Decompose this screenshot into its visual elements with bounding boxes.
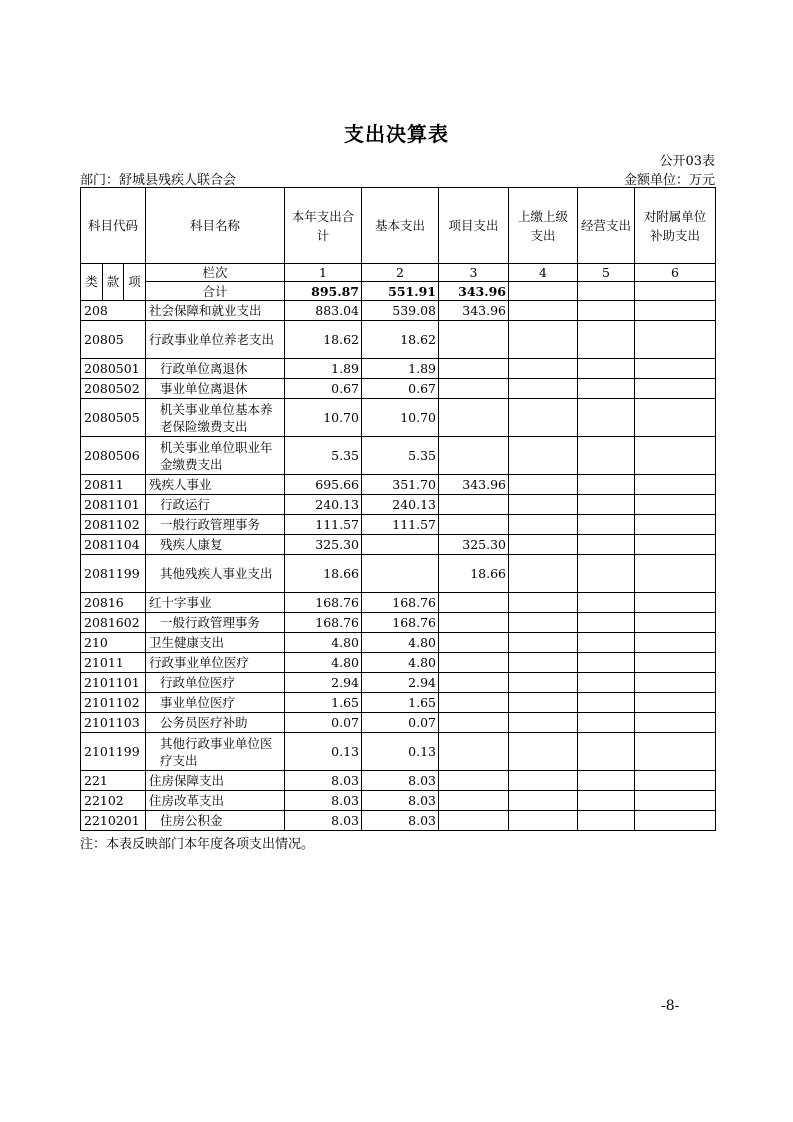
- row-subsidy: [635, 733, 716, 771]
- row-subsidy: [635, 791, 716, 811]
- row-upper: [509, 613, 578, 633]
- table-row: [81, 555, 716, 593]
- row-name: 事业单位医疗: [146, 693, 285, 713]
- row-code: 2101101: [81, 673, 146, 693]
- row-upper: [509, 515, 578, 535]
- row-code: 2081101: [81, 495, 146, 515]
- row-subsidy: [635, 713, 716, 733]
- row-upper: [509, 791, 578, 811]
- row-basic: 539.08: [362, 301, 439, 321]
- row-code: 20816: [81, 593, 146, 613]
- row-name: 行政事业单位医疗: [146, 653, 285, 673]
- row-basic: 10.70: [362, 399, 439, 437]
- table-row: [81, 693, 716, 713]
- table-row: [81, 633, 716, 653]
- row-subsidy: [635, 555, 716, 593]
- row-business: [578, 535, 635, 555]
- row-basic: 111.57: [362, 515, 439, 535]
- row-total: 18.66: [285, 555, 362, 593]
- row-code: 208: [81, 301, 146, 321]
- row-business: [578, 301, 635, 321]
- row-subsidy: [635, 379, 716, 399]
- row-basic: 4.80: [362, 633, 439, 653]
- row-basic: 168.76: [362, 613, 439, 633]
- row-code: 2210201: [81, 811, 146, 831]
- column-number-2: 2: [362, 264, 439, 282]
- row-project: [439, 791, 509, 811]
- row-basic: [362, 555, 439, 593]
- row-project: [439, 437, 509, 475]
- table-row: [81, 515, 716, 535]
- row-name: 住房保障支出: [146, 771, 285, 791]
- sum-upper: [509, 282, 578, 301]
- row-code: 22102: [81, 791, 146, 811]
- row-business: [578, 613, 635, 633]
- row-code: 21011: [81, 653, 146, 673]
- row-subsidy: [635, 437, 716, 475]
- row-business: [578, 475, 635, 495]
- row-upper: [509, 359, 578, 379]
- row-upper: [509, 475, 578, 495]
- row-upper: [509, 633, 578, 653]
- table-row: [81, 359, 716, 379]
- row-project: [439, 771, 509, 791]
- row-name: 住房改革支出: [146, 791, 285, 811]
- row-project: [439, 811, 509, 831]
- row-subsidy: [635, 653, 716, 673]
- row-code: 2080501: [81, 359, 146, 379]
- row-subsidy: [635, 515, 716, 535]
- row-business: [578, 379, 635, 399]
- unit-label: 金额单位：万元: [623, 173, 715, 188]
- row-basic: 8.03: [362, 791, 439, 811]
- row-upper: [509, 437, 578, 475]
- table-row: [81, 379, 716, 399]
- row-subsidy: [635, 321, 716, 359]
- row-basic: 8.03: [362, 811, 439, 831]
- page-title: 支出决算表: [344, 122, 449, 146]
- row-basic: 0.67: [362, 379, 439, 399]
- header-business: 经营支出: [578, 188, 635, 264]
- row-project: 343.96: [439, 475, 509, 495]
- row-subsidy: [635, 673, 716, 693]
- row-name: 行政事业单位养老支出: [146, 321, 285, 359]
- row-project: [439, 399, 509, 437]
- row-total: 240.13: [285, 495, 362, 515]
- row-code: 20811: [81, 475, 146, 495]
- row-upper: [509, 693, 578, 713]
- sum-business: [578, 282, 635, 301]
- footnote: 注：本表反映部门本年度各项支出情况。: [80, 837, 315, 852]
- sum-basic: 551.91: [362, 282, 439, 301]
- row-subsidy: [635, 359, 716, 379]
- page-number: -8-: [661, 998, 680, 1014]
- row-total: 0.67: [285, 379, 362, 399]
- header-upper: 上缴上级支出: [509, 188, 578, 264]
- row-project: [439, 633, 509, 653]
- header-lei: 类: [81, 264, 103, 301]
- row-total: 0.13: [285, 733, 362, 771]
- row-name: 行政单位离退休: [146, 359, 285, 379]
- row-basic: 18.62: [362, 321, 439, 359]
- sum-subsidy: [635, 282, 716, 301]
- row-upper: [509, 379, 578, 399]
- expenditure-table: [80, 187, 716, 831]
- table-row: [81, 399, 716, 437]
- table-row: [81, 653, 716, 673]
- row-subsidy: [635, 693, 716, 713]
- row-name: 事业单位离退休: [146, 379, 285, 399]
- row-name: 其他残疾人事业支出: [146, 555, 285, 593]
- row-name: 机关事业单位职业年金缴费支出: [146, 437, 285, 475]
- row-upper: [509, 399, 578, 437]
- table-row: [81, 733, 716, 771]
- column-number-5: 5: [578, 264, 635, 282]
- row-basic: 4.80: [362, 653, 439, 673]
- table-row: [81, 495, 716, 515]
- row-basic: 8.03: [362, 771, 439, 791]
- row-business: [578, 359, 635, 379]
- table-code: 公开03表: [659, 154, 715, 169]
- row-basic: 1.65: [362, 693, 439, 713]
- row-name: 残疾人事业: [146, 475, 285, 495]
- row-basic: 0.13: [362, 733, 439, 771]
- header-total: 本年支出合计: [285, 188, 362, 264]
- row-upper: [509, 593, 578, 613]
- row-subsidy: [635, 475, 716, 495]
- row-code: 221: [81, 771, 146, 791]
- table-row: [81, 673, 716, 693]
- row-project: [439, 359, 509, 379]
- table-row: [81, 771, 716, 791]
- row-business: [578, 437, 635, 475]
- header-name: 科目名称: [146, 188, 285, 264]
- row-project: [439, 713, 509, 733]
- row-business: [578, 633, 635, 653]
- row-name: 红十字事业: [146, 593, 285, 613]
- row-business: [578, 791, 635, 811]
- row-project: [439, 653, 509, 673]
- row-subsidy: [635, 535, 716, 555]
- row-code: 2081199: [81, 555, 146, 593]
- row-basic: 1.89: [362, 359, 439, 379]
- row-subsidy: [635, 301, 716, 321]
- header-xiang: 项: [124, 264, 146, 301]
- row-basic: 5.35: [362, 437, 439, 475]
- row-business: [578, 593, 635, 613]
- row-project: [439, 379, 509, 399]
- row-total: 2.94: [285, 673, 362, 693]
- row-code: 2080502: [81, 379, 146, 399]
- row-name: 其他行政事业单位医疗支出: [146, 733, 285, 771]
- row-business: [578, 495, 635, 515]
- row-code: 2081602: [81, 613, 146, 633]
- table-row: [81, 811, 716, 831]
- row-total: 695.66: [285, 475, 362, 495]
- row-total: 10.70: [285, 399, 362, 437]
- row-name: 行政运行: [146, 495, 285, 515]
- sum-label: 合计: [146, 282, 285, 301]
- row-subsidy: [635, 771, 716, 791]
- table-row: [81, 713, 716, 733]
- row-business: [578, 399, 635, 437]
- row-business: [578, 693, 635, 713]
- row-code: 20805: [81, 321, 146, 359]
- row-total: 8.03: [285, 811, 362, 831]
- row-code: 2080505: [81, 399, 146, 437]
- row-project: [439, 673, 509, 693]
- column-number-4: 4: [509, 264, 578, 282]
- row-subsidy: [635, 495, 716, 515]
- row-subsidy: [635, 811, 716, 831]
- row-total: 8.03: [285, 771, 362, 791]
- column-number-1: 1: [285, 264, 362, 282]
- row-business: [578, 733, 635, 771]
- row-upper: [509, 673, 578, 693]
- table-row: [81, 535, 716, 555]
- row-basic: 0.07: [362, 713, 439, 733]
- row-code: 2101103: [81, 713, 146, 733]
- sum-project: 343.96: [439, 282, 509, 301]
- row-upper: [509, 555, 578, 593]
- header-subsidy: 对附属单位补助支出: [635, 188, 716, 264]
- row-business: [578, 673, 635, 693]
- row-basic: 351.70: [362, 475, 439, 495]
- header-project: 项目支出: [439, 188, 509, 264]
- row-total: 4.80: [285, 633, 362, 653]
- row-basic: 2.94: [362, 673, 439, 693]
- row-total: 0.07: [285, 713, 362, 733]
- row-name: 一般行政管理事务: [146, 515, 285, 535]
- row-total: 1.65: [285, 693, 362, 713]
- row-name: 行政单位医疗: [146, 673, 285, 693]
- row-code: 2101199: [81, 733, 146, 771]
- column-number-label: 栏次: [146, 264, 285, 282]
- row-project: [439, 593, 509, 613]
- table-row: [81, 321, 716, 359]
- header-basic: 基本支出: [362, 188, 439, 264]
- column-number-6: 6: [635, 264, 716, 282]
- row-name: 卫生健康支出: [146, 633, 285, 653]
- row-code: 2101102: [81, 693, 146, 713]
- row-name: 机关事业单位基本养老保险缴费支出: [146, 399, 285, 437]
- row-business: [578, 555, 635, 593]
- row-upper: [509, 321, 578, 359]
- table-row: [81, 437, 716, 475]
- row-business: [578, 515, 635, 535]
- row-subsidy: [635, 399, 716, 437]
- row-total: 18.62: [285, 321, 362, 359]
- row-upper: [509, 653, 578, 673]
- row-business: [578, 811, 635, 831]
- row-total: 883.04: [285, 301, 362, 321]
- row-code: 2081104: [81, 535, 146, 555]
- row-upper: [509, 733, 578, 771]
- row-basic: 168.76: [362, 593, 439, 613]
- row-upper: [509, 301, 578, 321]
- row-total: 168.76: [285, 613, 362, 633]
- row-project: [439, 495, 509, 515]
- row-project: 343.96: [439, 301, 509, 321]
- header-code: 科目代码: [81, 188, 146, 264]
- row-name: 一般行政管理事务: [146, 613, 285, 633]
- row-project: [439, 733, 509, 771]
- row-business: [578, 321, 635, 359]
- row-project: 18.66: [439, 555, 509, 593]
- table-row: [81, 791, 716, 811]
- row-code: 2080506: [81, 437, 146, 475]
- row-total: 8.03: [285, 791, 362, 811]
- sum-row: [81, 282, 716, 301]
- header-row: [81, 188, 716, 264]
- row-code: 2081102: [81, 515, 146, 535]
- row-project: [439, 321, 509, 359]
- row-total: 111.57: [285, 515, 362, 535]
- row-project: [439, 515, 509, 535]
- department-label: 部门：舒城县残疾人联合会: [80, 173, 237, 188]
- row-project: [439, 693, 509, 713]
- row-name: 残疾人康复: [146, 535, 285, 555]
- row-business: [578, 771, 635, 791]
- row-subsidy: [635, 633, 716, 653]
- row-name: 社会保障和就业支出: [146, 301, 285, 321]
- row-basic: [362, 535, 439, 555]
- row-upper: [509, 713, 578, 733]
- row-total: 5.35: [285, 437, 362, 475]
- row-code: 210: [81, 633, 146, 653]
- table-row: [81, 613, 716, 633]
- table-row: [81, 301, 716, 321]
- header-kuan: 款: [103, 264, 124, 301]
- row-project: 325.30: [439, 535, 509, 555]
- row-subsidy: [635, 593, 716, 613]
- sum-total: 895.87: [285, 282, 362, 301]
- row-name: 公务员医疗补助: [146, 713, 285, 733]
- row-upper: [509, 771, 578, 791]
- row-total: 168.76: [285, 593, 362, 613]
- row-upper: [509, 811, 578, 831]
- table-row: [81, 475, 716, 495]
- row-total: 4.80: [285, 653, 362, 673]
- row-basic: 240.13: [362, 495, 439, 515]
- row-business: [578, 713, 635, 733]
- column-number-row: [81, 264, 716, 282]
- row-upper: [509, 535, 578, 555]
- row-subsidy: [635, 613, 716, 633]
- table-row: [81, 593, 716, 613]
- row-total: 325.30: [285, 535, 362, 555]
- row-business: [578, 653, 635, 673]
- column-number-3: 3: [439, 264, 509, 282]
- row-upper: [509, 495, 578, 515]
- row-project: [439, 613, 509, 633]
- row-total: 1.89: [285, 359, 362, 379]
- row-name: 住房公积金: [146, 811, 285, 831]
